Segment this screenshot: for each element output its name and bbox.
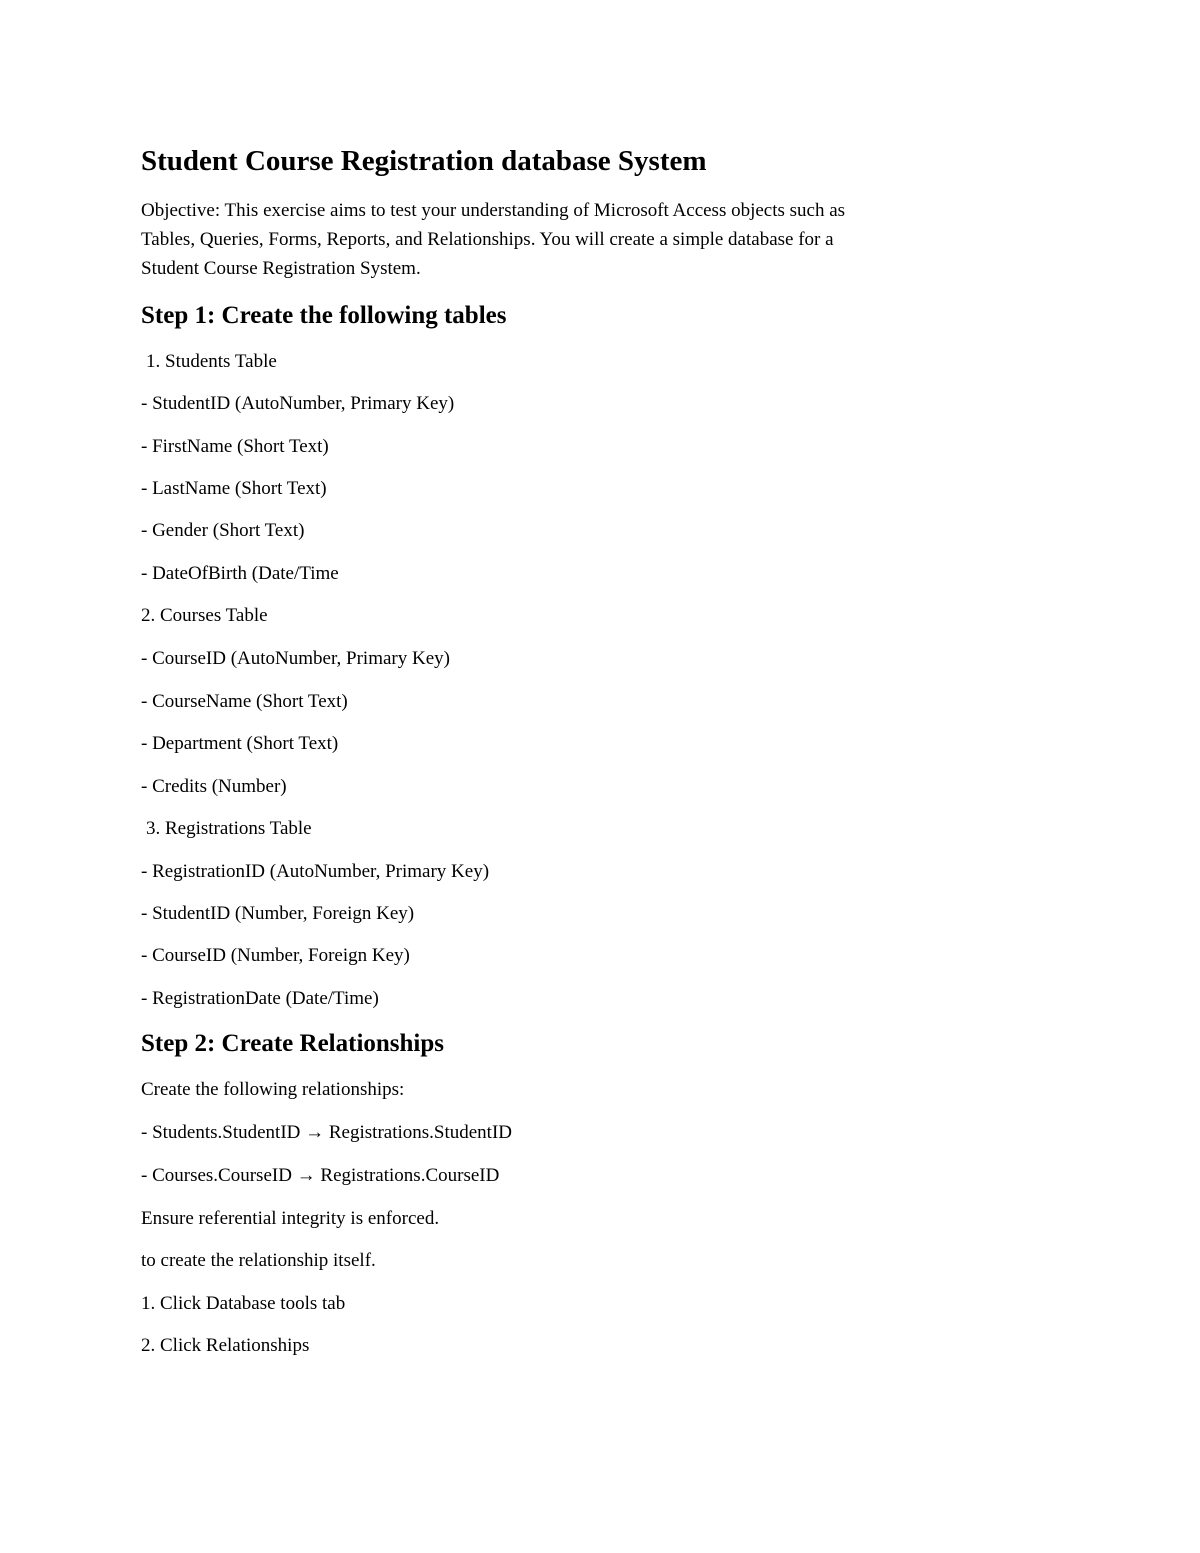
step1-item: - CourseID (AutoNumber, Primary Key)	[141, 648, 450, 669]
objective-line-2: Tables, Queries, Forms, Reports, and Relationships. You will create a simple database for a	[141, 229, 834, 250]
objective-line-3: Student Course Registration System.	[141, 258, 421, 279]
objective-line-1: Objective: This exercise aims to test your understanding of Microsoft Access objects such as	[141, 200, 846, 221]
step1-item: - Department (Short Text)	[141, 733, 339, 754]
step2-item: 1. Click Database tools tab	[141, 1293, 346, 1314]
step1-item-courses-table: 2. Courses Table	[141, 605, 268, 626]
step1-item: - DateOfBirth (Date/Time	[141, 563, 339, 584]
step1-item: - CourseID (Number, Foreign Key)	[141, 945, 410, 966]
step2-item: to create the relationship itself.	[141, 1250, 376, 1271]
step1-item: - FirstName (Short Text)	[141, 436, 329, 457]
step1-item: - RegistrationDate (Date/Time)	[141, 988, 379, 1009]
step1-item: - StudentID (Number, Foreign Key)	[141, 903, 415, 924]
step2-item: - Courses.CourseID → Registrations.CourseID	[141, 1165, 500, 1186]
step1-item: - RegistrationID (AutoNumber, Primary Key)	[141, 861, 490, 882]
step2-item: - Students.StudentID → Registrations.StudentID	[141, 1122, 513, 1143]
step1-item-registrations-table: 3. Registrations Table	[146, 818, 312, 839]
step1-item: - CourseName (Short Text)	[141, 691, 348, 712]
document-title: Student Course Registration database System	[141, 145, 707, 177]
step2-item: Ensure referential integrity is enforced.	[141, 1208, 440, 1229]
step2-item: 2. Click Relationships	[141, 1335, 310, 1356]
step1-item-students-table: 1. Students Table	[146, 351, 277, 372]
step1-item: - LastName (Short Text)	[141, 478, 327, 499]
step1-heading: Step 1: Create the following tables	[141, 302, 507, 329]
step1-item: - Gender (Short Text)	[141, 520, 305, 541]
step1-item: - Credits (Number)	[141, 776, 287, 797]
step2-heading: Step 2: Create Relationships	[141, 1030, 445, 1057]
step2-item: Create the following relationships:	[141, 1079, 405, 1100]
step1-item: - StudentID (AutoNumber, Primary Key)	[141, 393, 455, 414]
